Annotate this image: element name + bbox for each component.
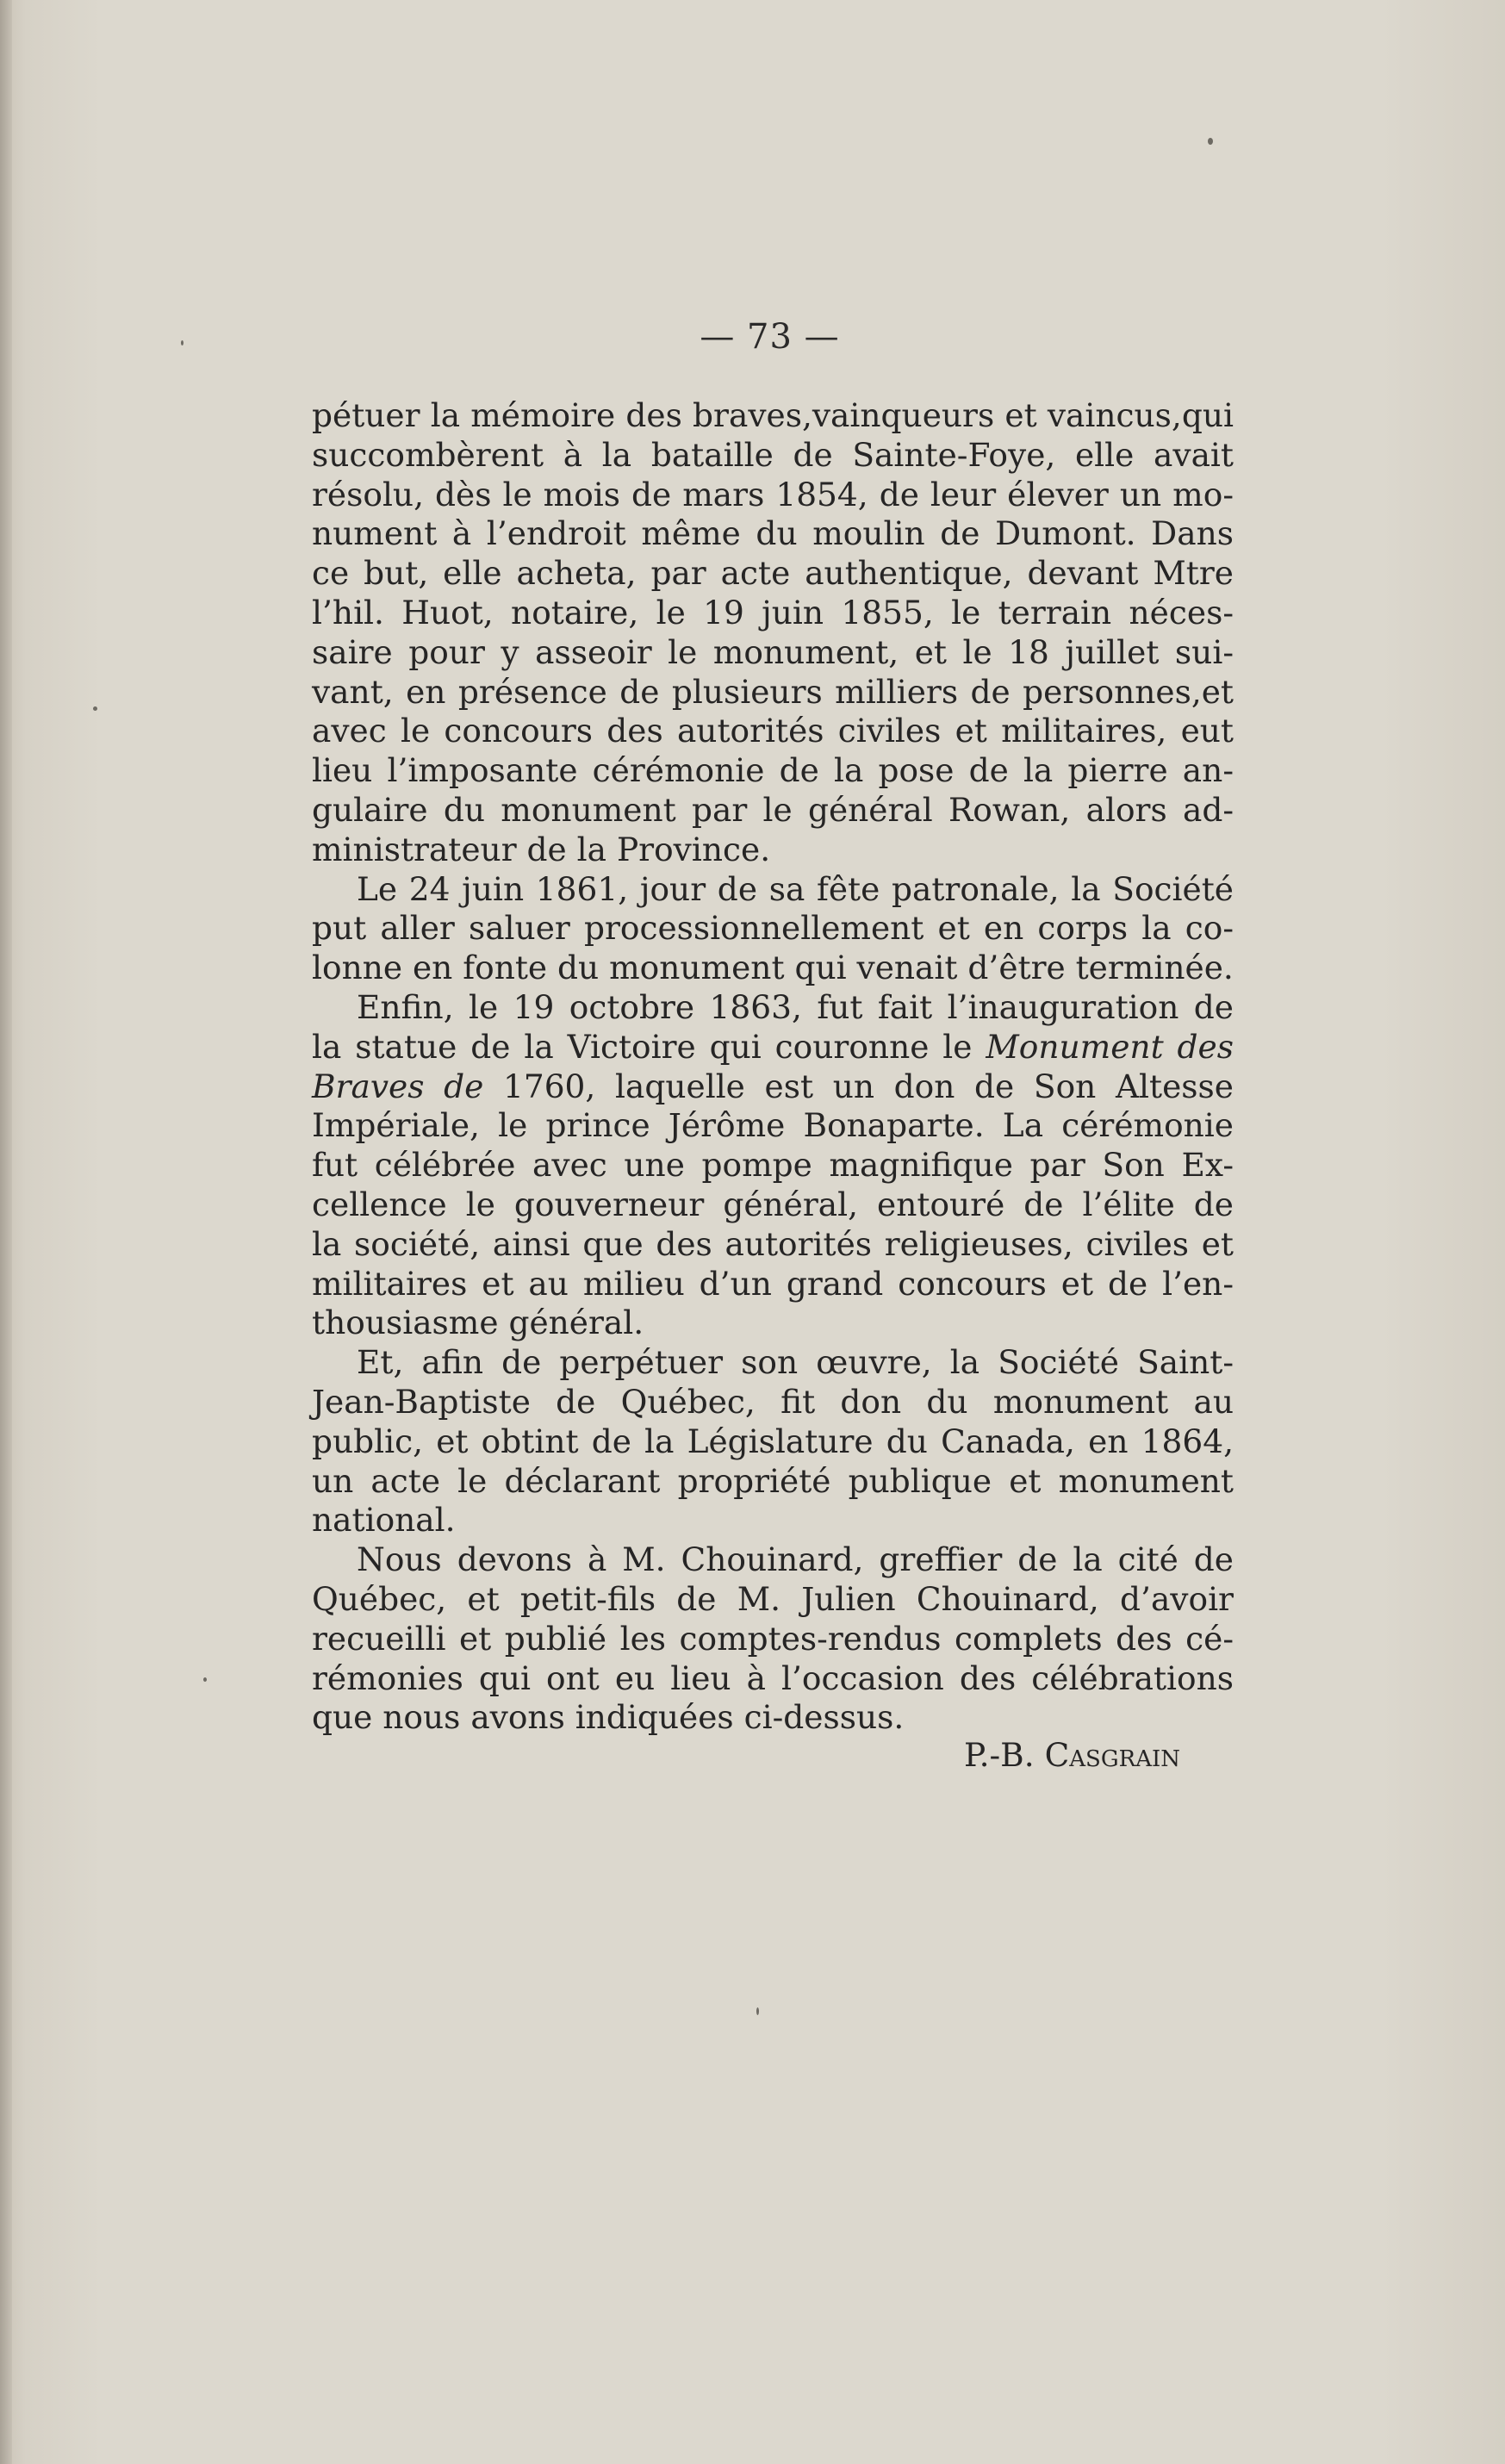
- page-number: — 73 —: [700, 317, 840, 357]
- text-line: national.: [312, 1501, 456, 1540]
- paragraph: [312, 1343, 1234, 1540]
- text-line: que nous avons indiquées ci-dessus.: [312, 1698, 905, 1737]
- text-line: pétuer la mémoire des braves,vainqueurs et vaincus,qui: [312, 396, 1234, 434]
- text-line: avec le concours des autorités civiles et militaires, eut: [312, 712, 1234, 750]
- text-line: lieu l’imposante cérémonie de la pose de la pierre an-: [312, 751, 1234, 790]
- text-line: Nous devons à M. Chouinard, greffier de la cité de: [357, 1540, 1234, 1579]
- text-line: [312, 1028, 1234, 1067]
- text-line: Et, afin de perpétuer son œuvre, la Société Saint-: [357, 1343, 1234, 1382]
- paragraph: [312, 396, 1234, 870]
- text-line: lonne en fonte du monument qui venait d’être terminée.: [312, 949, 1234, 987]
- text-line: rémonies qui ont eu lieu à l’occasion des célébrations: [312, 1658, 1234, 1697]
- text-line: put aller saluer processionnellement et en corps la co-: [312, 909, 1234, 948]
- paper-speck: [1208, 138, 1213, 145]
- page-edge: [0, 0, 12, 2464]
- text-line: recueilli et publié les comptes-rendus complets des cé-: [312, 1619, 1234, 1658]
- signature: [0, 1736, 1180, 1774]
- text-line: Le 24 juin 1861, jour de sa fête patronale, la Société: [357, 869, 1234, 908]
- text-line: nument à l’endroit même du moulin de Dumont. Dans: [312, 514, 1234, 553]
- text-line: succombèrent à la bataille de Sainte-Foye, elle avait: [312, 435, 1234, 474]
- paragraph: [312, 988, 1234, 1343]
- text-line: public, et obtint de la Législature du Canada, en 1864,: [312, 1422, 1234, 1460]
- text-line: Québec, et petit-fils de M. Julien Chouinard, d’avoir: [312, 1579, 1234, 1618]
- text-line: Enfin, le 19 octobre 1863, fut fait l’inauguration de: [357, 987, 1234, 1026]
- italic-title: Monument des: [986, 1027, 1234, 1066]
- text-line: ministrateur de la Province.: [312, 830, 771, 868]
- text-line: [312, 1067, 1234, 1107]
- text-line: cellence le gouverneur général, entouré de l’élite de: [312, 1185, 1234, 1223]
- text-line: saire pour y asseoir le monument, et le 18 juillet sui-: [312, 632, 1234, 671]
- signature-surname: Casgrain: [1044, 1736, 1180, 1774]
- text-segment: la statue de la Victoire qui couronne le: [312, 1027, 986, 1066]
- text-line: militaires et au milieu d’un grand concours et de l’en-: [312, 1264, 1234, 1303]
- paper-speck: [203, 1677, 207, 1682]
- text-line: Impériale, le prince Jérôme Bonaparte. La cérémonie: [312, 1106, 1234, 1145]
- text-line: Jean-Baptiste de Québec, fit don du monument au: [312, 1382, 1234, 1421]
- paragraph: [312, 870, 1234, 988]
- text-line: résolu, dès le mois de mars 1854, de leur élever un mo-: [312, 475, 1234, 513]
- text-line: la société, ainsi que des autorités religieuses, civiles et: [312, 1224, 1234, 1263]
- text-line: un acte le déclarant propriété publique et monument: [312, 1461, 1234, 1500]
- italic-title: Braves de: [312, 1067, 484, 1105]
- text-line: l’hil. Huot, notaire, le 19 juin 1855, le terrain néces-: [312, 593, 1234, 632]
- text-segment: 1760, laquelle est un don de Son Altesse: [483, 1067, 1234, 1105]
- signature-initials: P.-B.: [963, 1736, 1035, 1774]
- text-line: gulaire du monument par le général Rowan, alors ad-: [312, 790, 1234, 829]
- body-text: [312, 396, 1234, 1738]
- paper-speck: [756, 2007, 759, 2015]
- text-line: vant, en présence de plusieurs milliers de personnes,et: [312, 672, 1234, 711]
- text-line: ce but, elle acheta, par acte authentique, devant Mtre: [312, 554, 1234, 593]
- paragraph: [312, 1540, 1234, 1738]
- paper-speck: [181, 340, 183, 345]
- text-line: fut célébrée avec une pompe magnifique par Son Ex-: [312, 1146, 1234, 1185]
- text-line: thousiasme général.: [312, 1304, 644, 1342]
- paper-speck: [93, 706, 97, 711]
